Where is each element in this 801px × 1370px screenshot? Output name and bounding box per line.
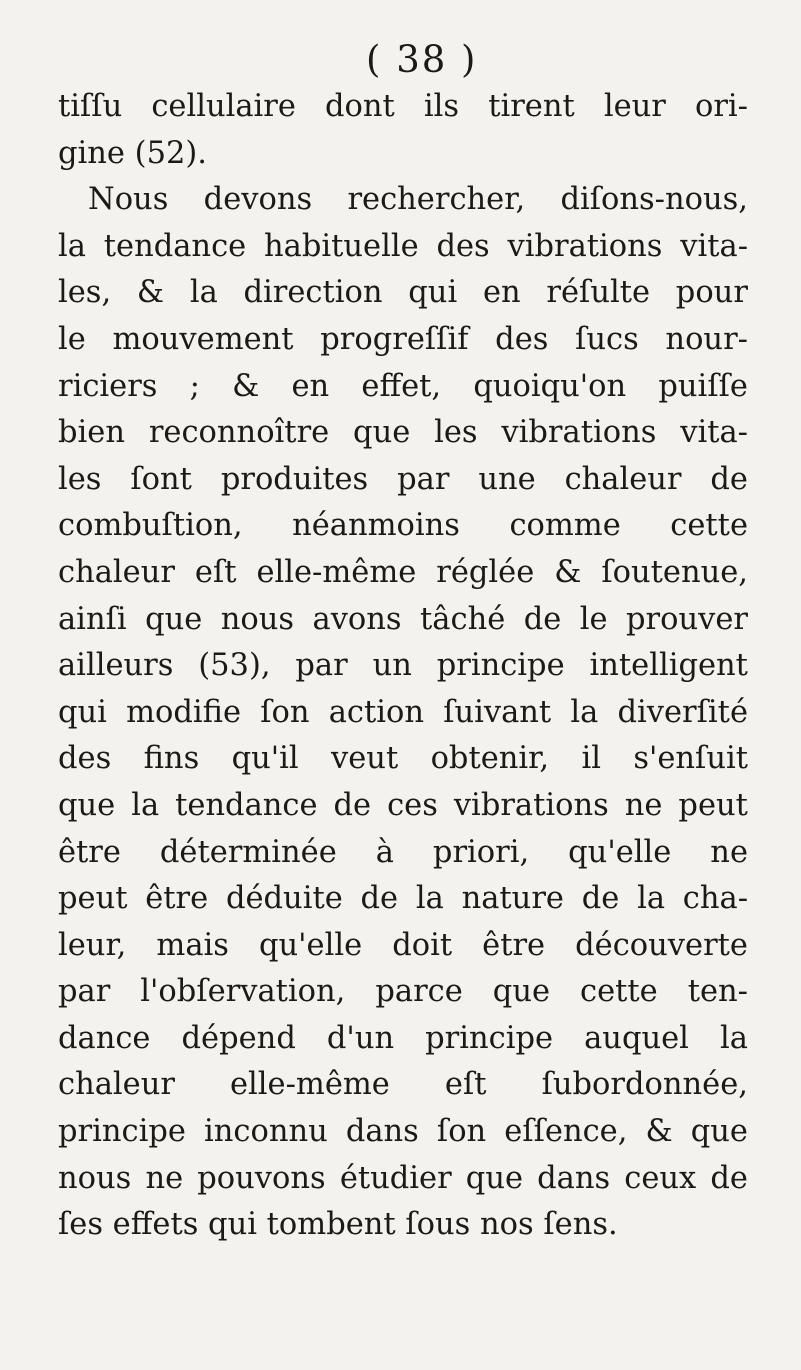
text-line: les ſont produites par une chaleur de — [58, 461, 748, 497]
text-line: riciers ; & en effet, quoiqu'on puiſſe — [58, 368, 748, 404]
text-line: principe inconnu dans ſon eſſence, & que — [58, 1114, 748, 1150]
text-line: combuſtion, néanmoins comme cette — [58, 508, 748, 544]
text-line: qui modifie ſon action ſuivant la diverſité — [58, 694, 748, 730]
text-line: peut être déduite de la nature de la cha- — [58, 881, 748, 917]
text-line: Nous devons rechercher, diſons-nous, — [88, 182, 748, 218]
text-line: ainſi que nous avons tâché de le prouver — [58, 601, 748, 637]
page-number: ( 38 ) — [366, 38, 478, 81]
text-line: bien reconnoître que les vibrations vita- — [58, 415, 748, 451]
text-line: dance dépend d'un principe auquel la — [58, 1020, 748, 1056]
text-line: leur, mais qu'elle doit être découverte — [58, 927, 748, 963]
text-line: gine (52). — [58, 135, 207, 171]
text-line: nous ne pouvons étudier que dans ceux de — [58, 1160, 748, 1196]
text-line: être déterminée à priori, qu'elle ne — [58, 834, 748, 870]
text-line: tiſſu cellulaire dont ils tirent leur ori- — [58, 89, 748, 124]
body-text — [58, 84, 748, 1249]
text-line: le mouvement progreſſif des ſucs nour- — [58, 321, 748, 357]
text-line: des fins qu'il veut obtenir, il s'enſuit — [58, 741, 748, 777]
text-line: chaleur eſt elle-même réglée & ſoutenue, — [58, 554, 748, 590]
text-line: par l'obſervation, parce que cette ten- — [58, 974, 748, 1010]
text-line: ſes effets qui tombent ſous nos ſens. — [58, 1207, 618, 1243]
text-line: que la tendance de ces vibrations ne peut — [58, 787, 748, 823]
text-line: la tendance habituelle des vibrations vita- — [58, 228, 748, 264]
text-line: chaleur elle-même eſt ſubordonnée, — [58, 1067, 748, 1103]
text-line: les, & la direction qui en réſulte pour — [58, 275, 748, 311]
text-line: ailleurs (53), par un principe intelligent — [58, 648, 748, 684]
